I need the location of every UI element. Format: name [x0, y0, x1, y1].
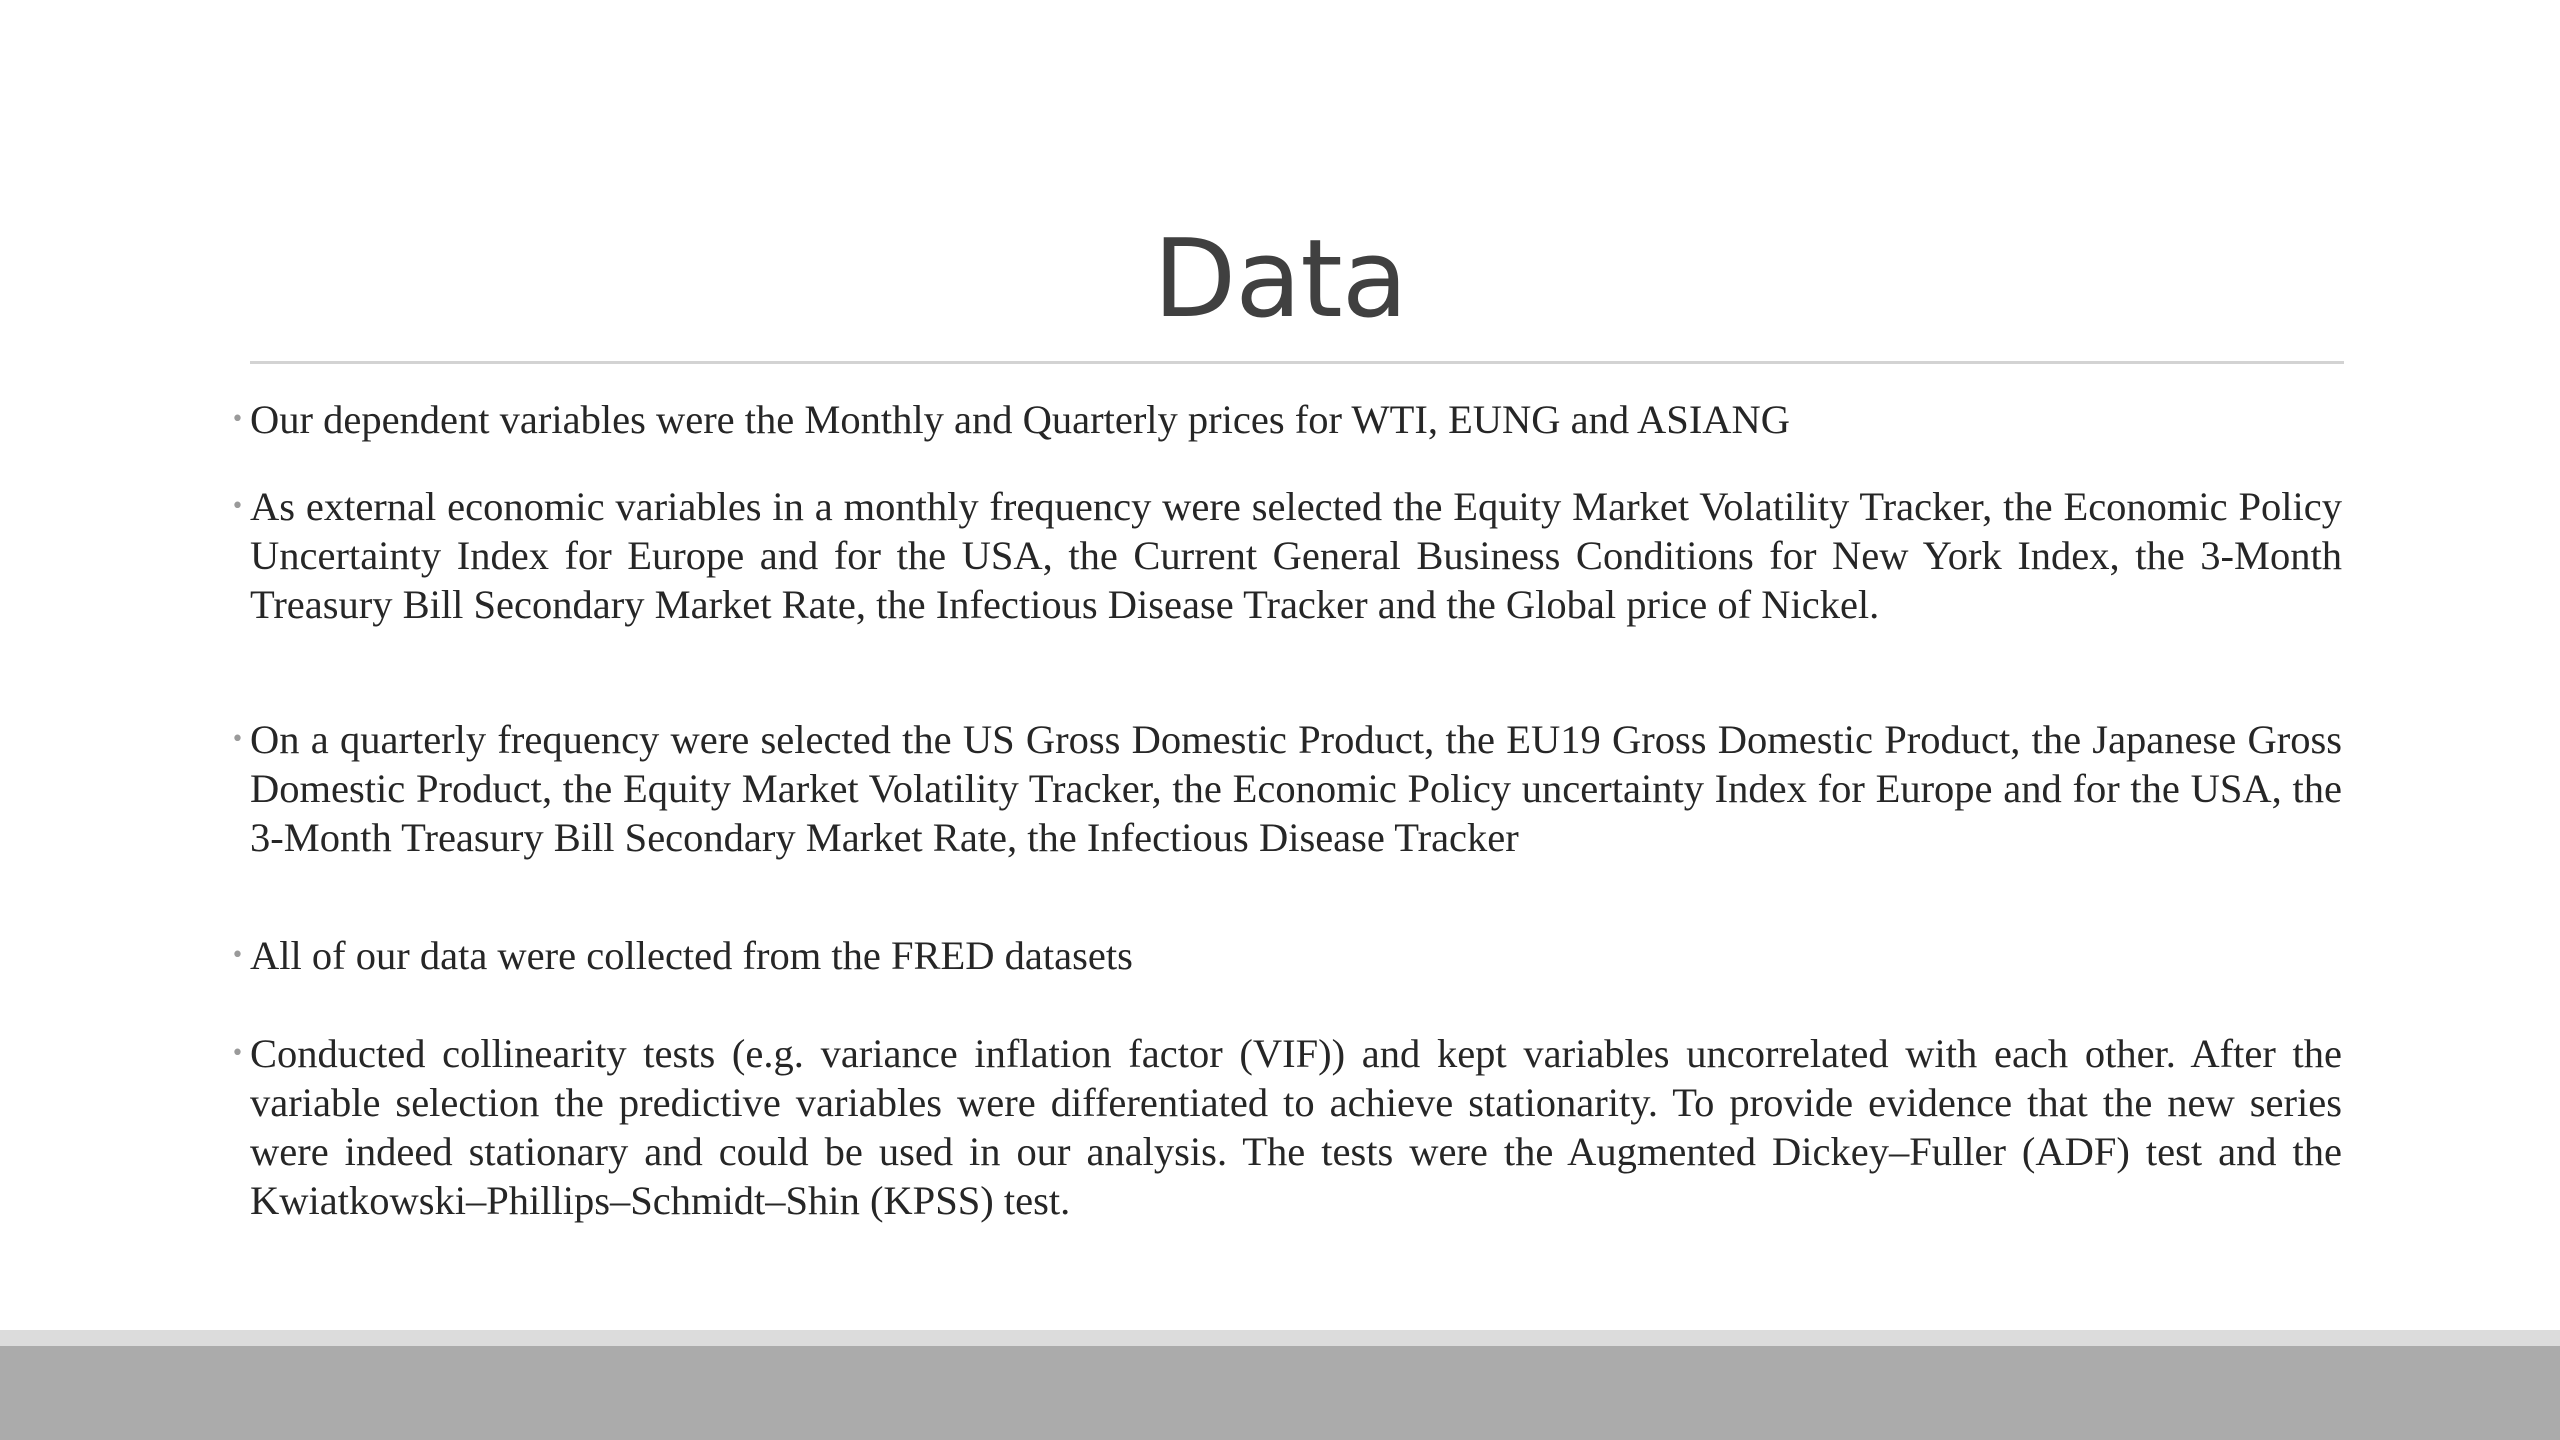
- title-divider: [250, 361, 2344, 364]
- bullet-item-monthly-variables: [231, 482, 2342, 629]
- bullet-item-quarterly-variables: [231, 715, 2342, 862]
- slide-title: Data: [1153, 217, 1407, 342]
- bullet-dot-icon: •: [231, 727, 244, 752]
- bullet-dot-icon: •: [231, 1041, 244, 1066]
- bullet-dot-icon: •: [231, 494, 244, 519]
- bullet-dot-icon: •: [231, 407, 244, 432]
- bullet-item-stationarity-tests: [231, 1029, 2342, 1225]
- bullet-text: Our dependent variables were the Monthly and Quarterly prices for WTI, EUNG and ASIANG: [250, 397, 1791, 442]
- bullet-text: As external economic variables in a monthly frequency were selected the Equity Market Volatility Tracker, the Economic Policy Uncertainty Index for Europe and for the USA, the Current General Business Conditions for New York Index, the 3-Month Treasury Bill Secondary Market Rate, the Infectious Disease Tracker and the Global price of Nickel.: [250, 484, 2342, 627]
- bullet-item-dependent-variables: [231, 395, 2342, 444]
- bullet-dot-icon: •: [231, 943, 244, 968]
- bullet-item-data-source: [231, 931, 2342, 980]
- bullet-text: On a quarterly frequency were selected the US Gross Domestic Product, the EU19 Gross Domestic Product, the Japanese Gross Domestic Product, the Equity Market Volatility Tracker, the Economic Policy uncertainty Index for Europe and for the USA, the 3-Month Treasury Bill Secondary Market Rate, the Infectious Disease Tracker: [250, 717, 2342, 860]
- bullet-text: All of our data were collected from the FRED datasets: [250, 933, 1133, 978]
- bullet-text: Conducted collinearity tests (e.g. variance inflation factor (VIF)) and kept variables uncorrelated with each other. After the variable selection the predictive variables were differentiated to achieve stationarity. To provide evidence that the new series were indeed stationary and could be used in our analysis. The tests were the Augmented Dickey–Fuller (ADF) test and the Kwiatkowski–Phillips–Schmidt–Shin (KPSS) test.: [250, 1031, 2342, 1223]
- footer-bar: [0, 1346, 2560, 1440]
- footer-stripe: [0, 1330, 2560, 1346]
